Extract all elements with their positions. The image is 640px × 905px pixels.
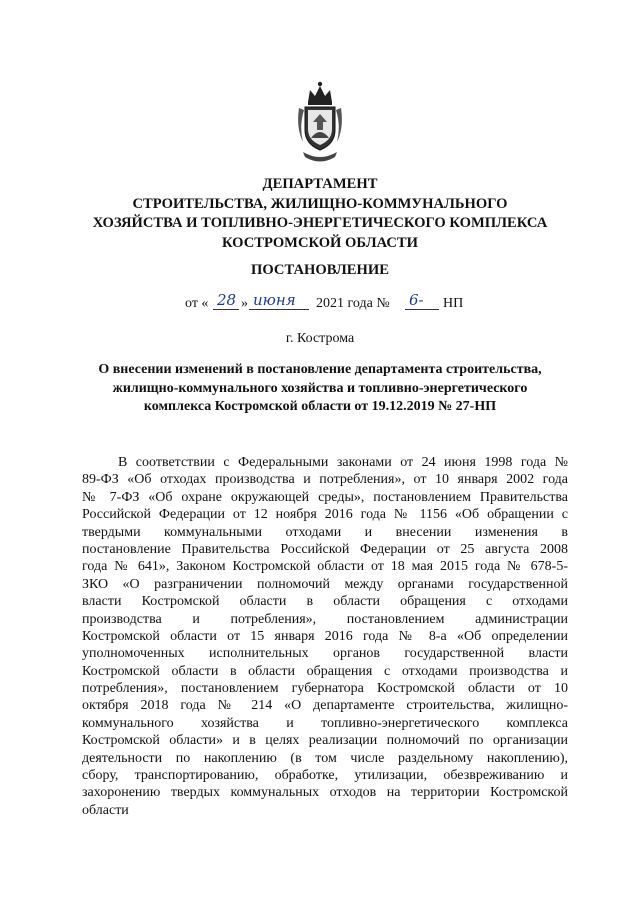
department-line: СТРОИТЕЛЬСТВА, ЖИЛИЩНО-КОММУНАЛЬНОГО bbox=[132, 195, 508, 212]
subject-line: жилищно-коммунального хозяйства и топливно-энергетического bbox=[112, 380, 528, 396]
department-line: ДЕПАРТАМЕНТ bbox=[262, 176, 378, 192]
body-line: захоронению твердых коммунальных отходов на территории Костромской bbox=[82, 785, 568, 801]
body-paragraph bbox=[82, 454, 568, 819]
body-line: В соответствии с Федеральными законами от 24 июня 1998 года № bbox=[118, 455, 568, 470]
number-suffix: НП bbox=[443, 296, 464, 311]
month-underline bbox=[249, 309, 309, 310]
date-mid: » bbox=[241, 296, 248, 311]
subject-line: О внесении изменений в постановление департамента строительства, bbox=[98, 362, 542, 377]
city: г. Кострома bbox=[285, 331, 355, 346]
body-line: деятельности по накоплению (в том числе раздельному накоплению), bbox=[82, 750, 568, 766]
date-number-line bbox=[185, 292, 485, 314]
body-line: Костромской области» и в целях реализации полномочий по организации bbox=[82, 733, 568, 749]
body-line: ЗКО «О разграничении полномочий между органами государственной bbox=[82, 576, 568, 592]
handwritten-month: июня bbox=[253, 291, 296, 309]
body-line: октября 2018 года № 214 «О департаменте строительства, жилищно- bbox=[82, 698, 568, 714]
date-year: 2021 года № bbox=[316, 296, 390, 311]
handwritten-day: 28 bbox=[217, 291, 237, 309]
subject-line: комплекса Костромской области от 19.12.2019 № 27-НП bbox=[143, 399, 497, 414]
subject-title bbox=[90, 361, 550, 417]
department-line: ХОЗЯЙСТВА И ТОПЛИВНО-ЭНЕРГЕТИЧЕСКОГО КОМПЛЕКСА bbox=[92, 215, 548, 231]
body-line: № 7-ФЗ «Об охране окружающей среды», постановлением Правительства bbox=[82, 489, 568, 505]
body-line: потребления», постановлением губернатора Костромской области от 10 bbox=[82, 681, 568, 697]
document-type: ПОСТАНОВЛЕНИЕ bbox=[251, 262, 389, 278]
kostroma-coat-of-arms-icon bbox=[295, 78, 345, 164]
body-line: года № 641», Законом Костромской области от 18 мая 2015 года № 678-5- bbox=[82, 559, 568, 575]
body-line: области bbox=[82, 802, 129, 818]
body-line: коммунального хозяйства и топливно-энергетического комплекса bbox=[82, 715, 568, 731]
body-line: Российской Федерации от 12 ноября 2016 года № 1156 «Об обращении с bbox=[82, 507, 568, 523]
body-line: 89-ФЗ «Об отходах производства и потребления», от 10 января 2002 года bbox=[82, 472, 568, 488]
body-line: сбору, транспортированию, обработке, утилизации, обезвреживанию и bbox=[82, 768, 568, 784]
body-line: Костромской области в области обращения с отходами производства и bbox=[82, 663, 568, 679]
body-line: Костромской области от 15 января 2016 года № 8-а «Об определении bbox=[82, 628, 568, 644]
department-line: КОСТРОМСКОЙ ОБЛАСТИ bbox=[221, 234, 419, 251]
body-line: производства и потребления», постановлением администрации bbox=[82, 611, 568, 627]
body-line: власти Костромской области в области обращения с отходами bbox=[82, 594, 568, 610]
handwritten-number: 6- bbox=[409, 291, 424, 309]
body-line: твердыми коммунальными отходами и внесении изменения в bbox=[82, 524, 568, 540]
body-line: уполномоченных исполнительных органов государственной власти bbox=[82, 646, 568, 662]
date-prefix: от « bbox=[185, 296, 209, 311]
number-underline bbox=[405, 309, 439, 310]
department-name bbox=[70, 175, 570, 253]
body-line: постановление Правительства Российской Федерации от 25 августа 2008 bbox=[82, 541, 568, 557]
day-underline bbox=[213, 309, 239, 310]
